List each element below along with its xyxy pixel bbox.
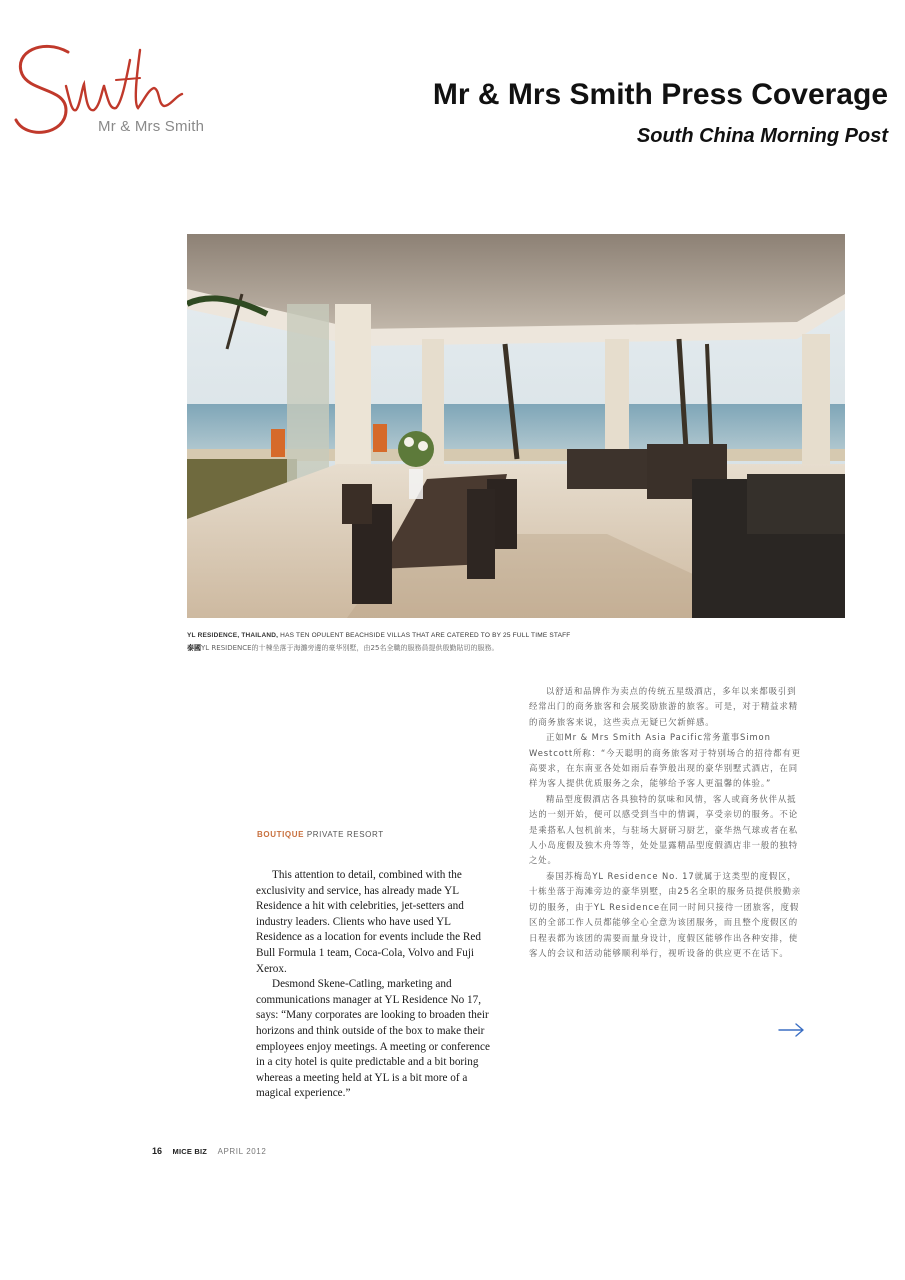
english-paragraph: Desmond Skene-Catling, marketing and communications manager at YL Residence No 17, says: “Many corporates are looking to broaden their horizons and think outside of the box to make their employees enjoy meetings. A meeting or conference in a city hotel is quite predictable and a bit boring whereas a meeting held at YL is a bit more of a magical experience.” xyxy=(256,978,490,1100)
magazine-name: MICE BIZ xyxy=(172,1147,208,1156)
chinese-paragraph: 正如Mr & Mrs Smith Asia Pacific常务董事Simon Westcott所称：“今天聪明的商务旅客对于特别场合的招待都有更高要求，在东南亚各处如雨后春笋般出现的豪华别墅式酒店，在同样为客人提供优质服务之余，能够给予客人更温馨的体验。” xyxy=(529,732,801,789)
chinese-article-body xyxy=(529,684,802,961)
issue-date: APRIL 2012 xyxy=(217,1147,267,1156)
page-number: 16 xyxy=(152,1146,163,1156)
publication-name: South China Morning Post xyxy=(636,125,888,147)
caption-english-lead: YL RESIDENCE, THAILAND, xyxy=(187,632,279,639)
caption-english-text: HAS TEN OPULENT BEACHSIDE VILLAS THAT ARE CATERED TO BY 25 FULL TIME STAFF xyxy=(280,632,571,639)
arrow-right-icon xyxy=(778,1022,806,1038)
section-tag-highlight: BOUTIQUE xyxy=(257,830,305,839)
chinese-paragraph: 泰国苏梅岛YL Residence No. 17就属于这类型的度假区，十栋坐落于海滩旁边的豪华别墅，由25名全职的服务员提供殷勤亲切的服务，由于YL Residence在同一时间只接待一团旅客，度假区的全部工作人员都能够全心全意为该团服务，而且整个度假区的日程表都为该团的需要而量身设计，度假区能够作出各种安排，使客人的会议和活动能够顺利举行，视听设备的供应更不在话下。 xyxy=(529,870,802,958)
english-article-body xyxy=(256,868,498,1102)
section-tag xyxy=(257,830,384,839)
section-tag-rest: PRIVATE RESORT xyxy=(306,830,384,839)
caption-chinese-text: YL RESIDENCE的十棟坐落于海灘旁邊的豪华別墅，由25名全職的服務員提供殷勤貼切的服務。 xyxy=(201,644,499,652)
resort-photo xyxy=(187,234,845,618)
caption-chinese-lead: 泰國 xyxy=(187,644,201,652)
photo-caption-english xyxy=(187,632,867,639)
brand-subtitle: Mr & Mrs Smith xyxy=(98,118,205,135)
chinese-paragraph: 以舒适和品牌作为卖点的传统五星级酒店，多年以来都吸引到经常出门的商务旅客和会展奖励旅游的旅客。可是，对于精益求精的商务旅客来说，这些卖点无疑已欠新鲜感。 xyxy=(529,686,798,727)
page-folio xyxy=(152,1146,266,1156)
photo-caption-chinese xyxy=(187,643,867,653)
page-title: Mr & Mrs Smith Press Coverage xyxy=(432,78,888,111)
chinese-paragraph: 精品型度假酒店各具独特的氛味和风情，客人或商务伙伴从抵达的一刻开始，便可以感受到当中的情调，享受亲切的服务。不论是乘搭私人包机前来，与驻场大厨研习厨艺，豪华热气球或者在私人小岛度假及独木舟等等，处处显露精品型度假酒店非一般的独特之处。 xyxy=(529,793,798,866)
english-paragraph: This attention to detail, combined with the exclusivity and service, has already made YL Residence a hit with celebrities, jet-setters and industry leaders. Clients who have used YL Residence as a location for events include the Red Bull Formula 1 team, Coca-Cola, Volvo and Fuji Xerox. xyxy=(256,869,481,975)
resort-photo-icon xyxy=(187,234,845,618)
